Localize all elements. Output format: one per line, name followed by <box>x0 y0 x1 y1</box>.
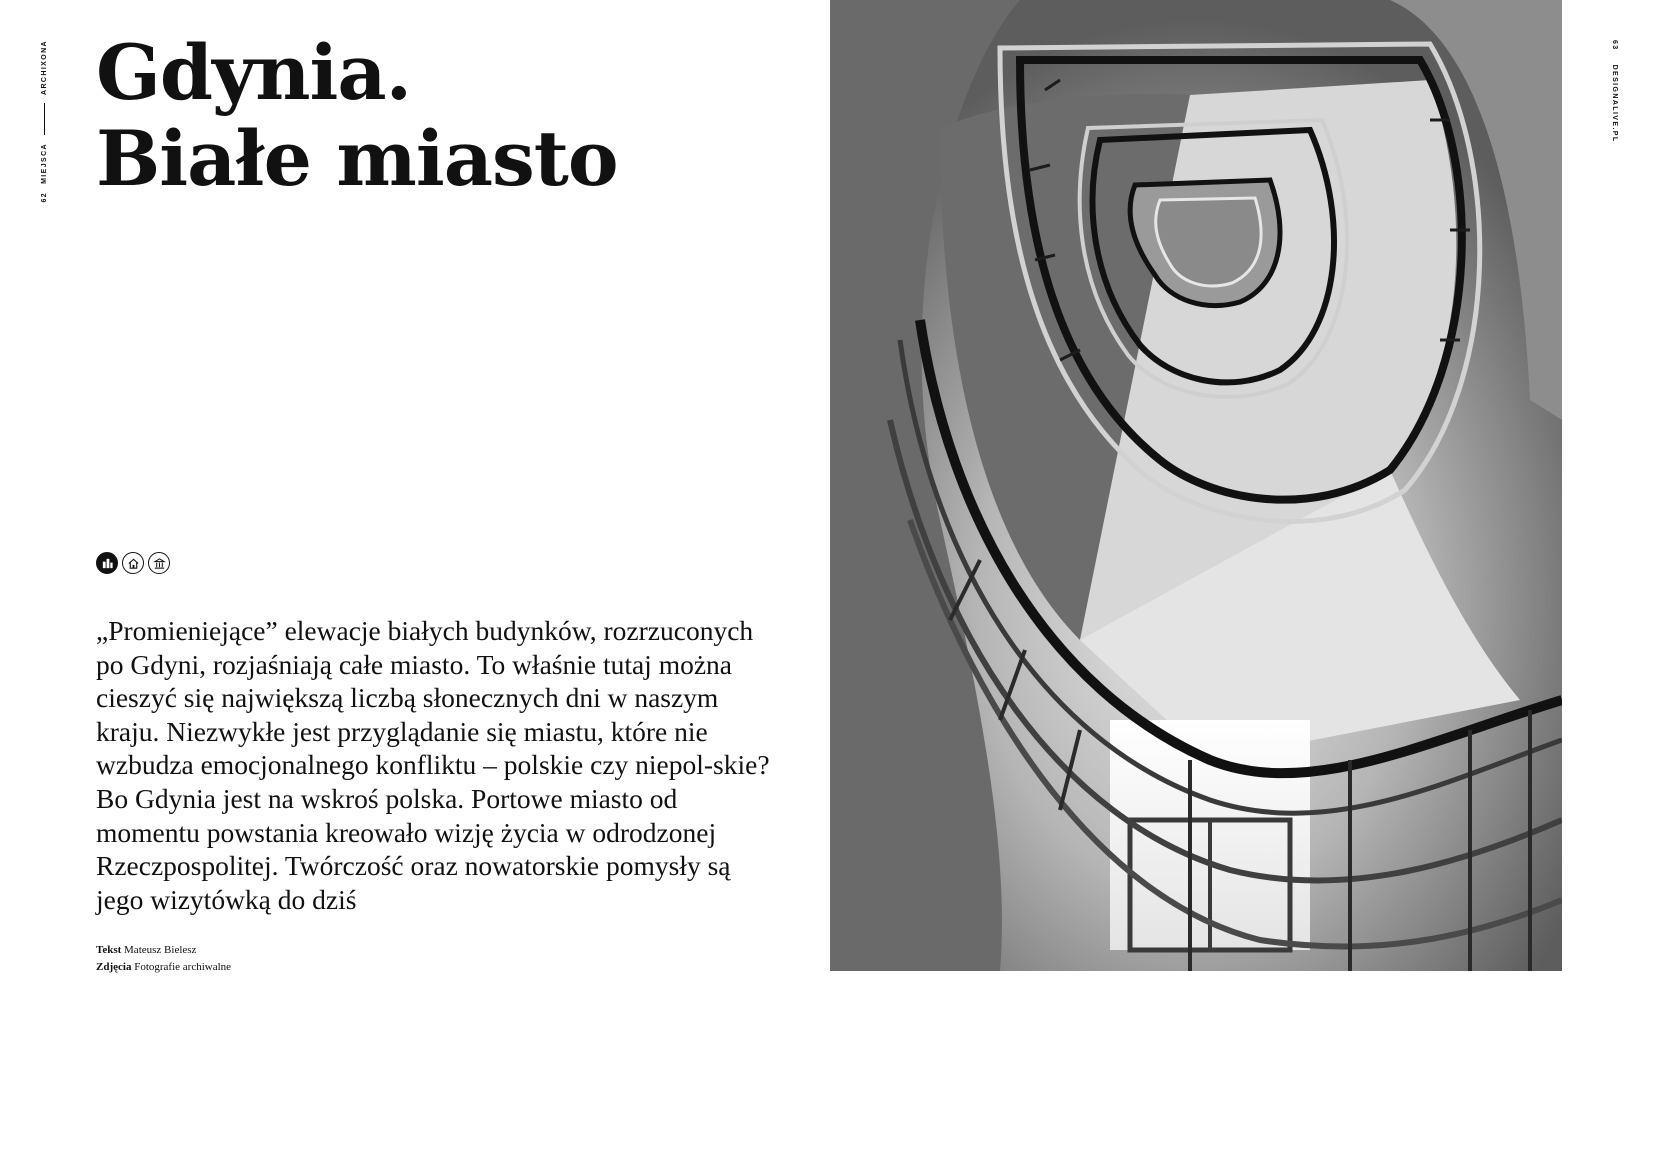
credit-text-value: Mateusz Bielesz <box>124 944 197 956</box>
credit-text-label: Tekst <box>96 944 122 956</box>
category-label: MIEJSCA <box>40 143 48 184</box>
staircase-photo <box>830 0 1562 971</box>
page-number-left: 62 <box>40 191 48 203</box>
title-line-2: Białe miasto <box>96 114 618 203</box>
running-head-left <box>37 40 51 220</box>
article-title <box>96 30 618 202</box>
lead-paragraph: „Promieniejące” elewacje białych budynków, rozrzuconych po Gdyni, rozjaśniają całe miasto. To właśnie tutaj można cieszyć się największą liczbą słonecznych dni w naszym kraju. Niezwykłe jest przyglądanie się miastu, które nie wzbudza emocjonalnego konfliktu – polskie czy niepol-skie? Bo Gdynia jest na wskroś polska. Portowe miasto od momentu powstania kreowało wizję życia w odrodzonej Rzeczpospolitej. Twórczość oraz nowatorskie pomysły są jego wizytówką do dziś <box>96 615 770 915</box>
page-number-right: 63 <box>1611 40 1619 51</box>
credit-photo <box>96 959 231 976</box>
site-label: DESIGNALIVE.PL <box>1611 64 1619 143</box>
house-icon <box>122 552 144 574</box>
credit-photo-value: Fotografie archiwalne <box>134 961 232 973</box>
category-icons <box>96 552 170 574</box>
section-label: ARCHIXONA <box>40 40 48 95</box>
credits <box>96 942 231 976</box>
column-icon <box>148 552 170 574</box>
credit-text <box>96 942 231 959</box>
credit-photo-label: Zdjęcia <box>96 961 132 973</box>
divider <box>44 103 45 135</box>
building-icon <box>96 552 118 574</box>
running-head-right <box>1608 40 1622 160</box>
title-line-1: Gdynia. <box>96 28 412 117</box>
